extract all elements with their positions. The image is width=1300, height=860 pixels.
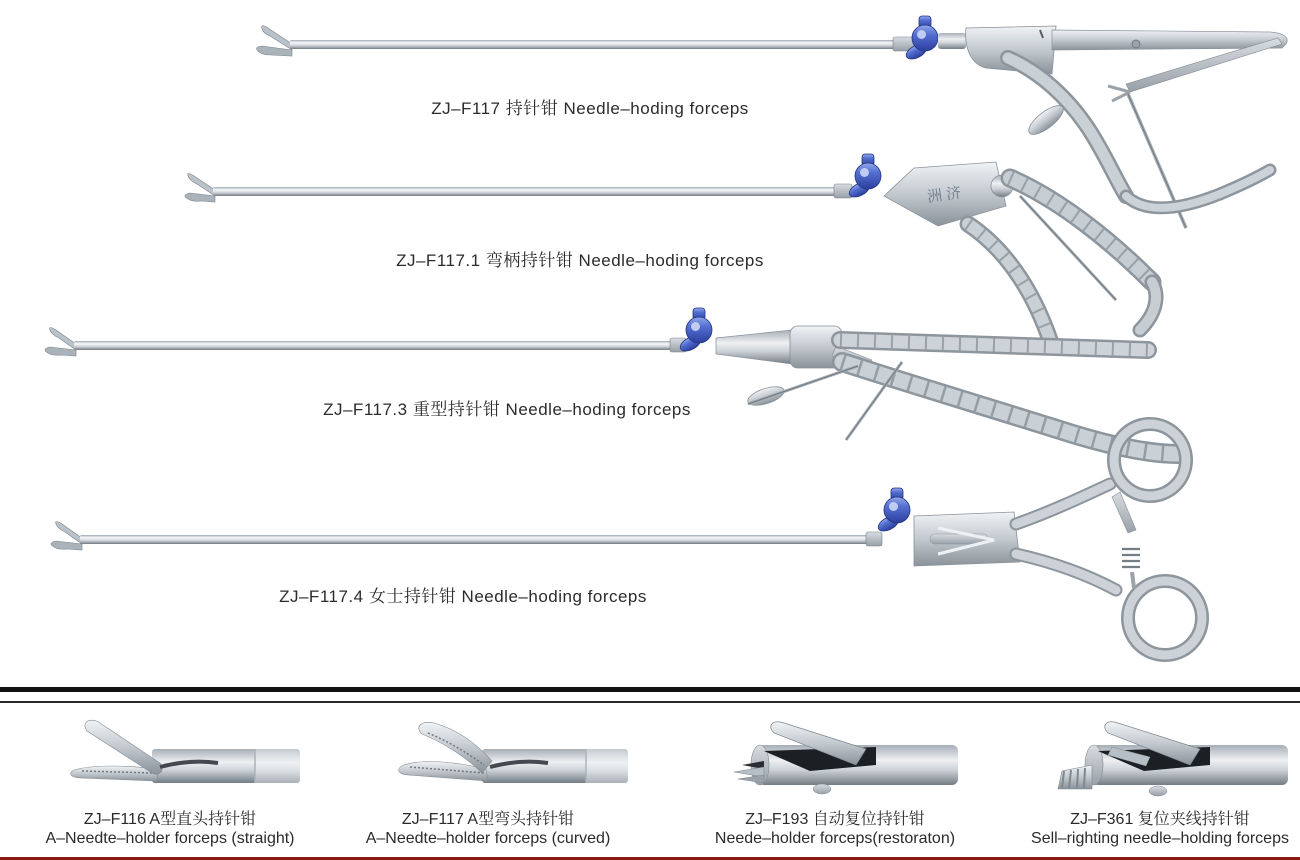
rotation-knob-icon	[678, 308, 712, 354]
section-divider-thin	[0, 701, 1300, 703]
tip-subtitle: Sell–righting needle–holding forceps	[1031, 830, 1289, 847]
tip-caption-zj-f116	[10, 810, 330, 848]
tip-subtitle: A–Needte–holder forceps (straight)	[45, 830, 295, 847]
instrument-zj-f117-3	[45, 308, 1178, 454]
instrument-label-zj-f117-4: ZJ–F117.4 女士持针钳 Needle–hoding forceps	[279, 587, 647, 606]
instrument-zj-f117	[257, 16, 1288, 228]
tip-photo-zj-f116	[71, 720, 300, 783]
tip-subtitle: Neede–holder forceps(restoraton)	[714, 830, 956, 847]
tip-caption-zj-f117	[328, 810, 648, 848]
instrument-label-zj-f117: ZJ–F117 持针钳 Needle–hoding forceps	[431, 99, 749, 118]
instrument-label-zj-f117-3: ZJ–F117.3 重型持针钳 Needle–hoding forceps	[323, 400, 691, 419]
tip-title: ZJ–F116 A型直头持针钳	[83, 811, 257, 828]
tip-photo-zj-f361	[1058, 722, 1288, 796]
rotation-knob-icon	[876, 488, 910, 534]
engraving-text: 洲济	[926, 183, 967, 206]
instrument-label-zj-f117-1: ZJ–F117.1 弯柄持针钳 Needle–hoding forceps	[396, 251, 764, 270]
tip-caption-zj-f193	[675, 810, 995, 848]
tip-title: ZJ–F117 A型弯头持针钳	[401, 811, 575, 828]
tip-caption-zj-f361	[1000, 810, 1300, 848]
tip-photo-zj-f193	[734, 722, 958, 794]
tip-title: ZJ–F361 复位夹线持针钳	[1070, 811, 1250, 828]
tip-photo-zj-f117	[399, 722, 628, 783]
rotation-knob-icon	[847, 154, 881, 200]
section-divider-thick	[0, 687, 1300, 692]
tips-illustration	[0, 705, 1300, 805]
tip-subtitle: A–Needte–holder forceps (curved)	[365, 830, 611, 847]
instrument-zj-f117-4	[51, 424, 1202, 655]
tip-title: ZJ–F193 自动复位持针钳	[745, 811, 925, 828]
